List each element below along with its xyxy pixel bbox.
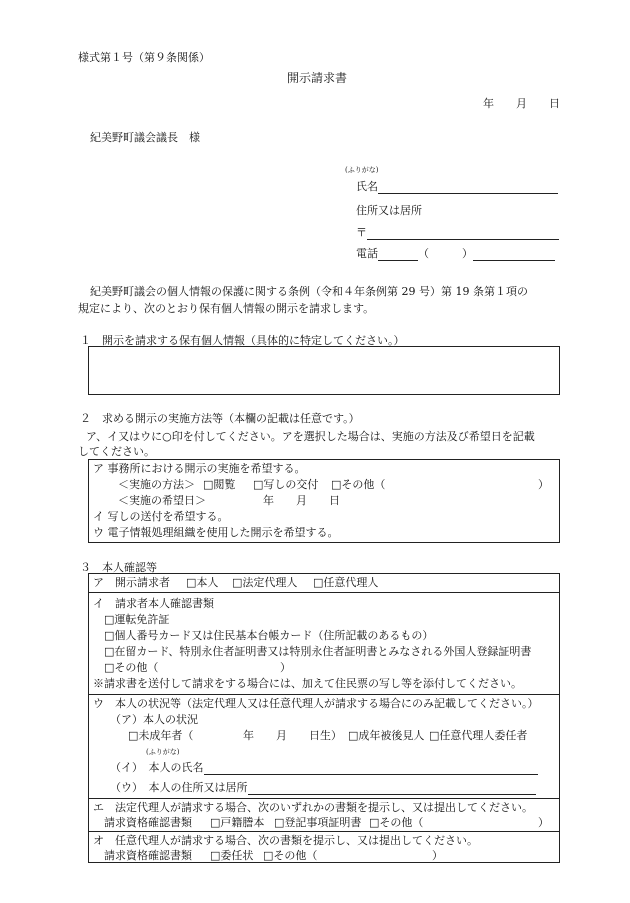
- voluntary-other-checkbox[interactable]: □その他（: [263, 849, 318, 862]
- addressee: 紀美野町議会議長 様: [90, 131, 200, 144]
- section-2-note-1: ア、イ又はウに○印を付してください。アを選択した場合は、実施の方法及び希望日を記載: [86, 430, 535, 443]
- address-label: 住所又は居所: [356, 204, 422, 217]
- phone-row[interactable]: [356, 247, 555, 261]
- minor-checkbox[interactable]: □未成年者（: [128, 729, 194, 742]
- voluntary-agent-docs-label: オ 任意代理人が請求する場合、次の書類を提示し、又は提出してください。: [93, 834, 478, 847]
- divider: [88, 592, 560, 593]
- power-of-attorney-checkbox[interactable]: □委任状: [210, 849, 254, 862]
- phone-number-field[interactable]: [473, 248, 555, 261]
- principal-checkbox[interactable]: □任意代理人委任者: [429, 729, 528, 742]
- method-other-close: ）: [538, 478, 549, 491]
- koseki-checkbox[interactable]: □戸籍謄本: [210, 816, 265, 829]
- phone-label: 電話: [356, 247, 378, 260]
- id-other-checkbox[interactable]: □その他（: [104, 661, 159, 674]
- legal-agent-checkbox[interactable]: □法定代理人: [232, 576, 298, 589]
- date-value[interactable]: 年 月 日: [263, 494, 340, 507]
- section-2-note-2: してください。: [78, 445, 155, 458]
- mail-note: ※請求書を送付して請求をする場合には、加えて住民票の写し等を添付してください。: [93, 677, 522, 690]
- residence-card-checkbox[interactable]: □在留カード、特別永住者証明書又は特別永住者証明書とみなされる外国人登録証明書: [104, 645, 532, 658]
- divider: [88, 831, 560, 832]
- principal-status-sub-a: （ア）本人の状況: [110, 713, 198, 726]
- name-label: 氏名: [356, 180, 378, 193]
- legal-other-close: ）: [538, 816, 549, 829]
- option-b-mail[interactable]: イ 写しの送付を希望する。: [93, 510, 229, 523]
- legal-agent-docs-label: エ 法定代理人が請求する場合、次のいずれかの書類を提示し、又は提出してください。: [93, 801, 533, 814]
- requester-name-row[interactable]: [356, 180, 558, 194]
- option-a-office[interactable]: ア 事務所における開示の実施を希望する。: [93, 462, 306, 475]
- birth-date[interactable]: 年 月 日生）: [243, 729, 342, 742]
- principal-status-label: ウ 本人の状況等（法定代理人又は任意代理人が請求する場合にのみ記載してください。）: [93, 697, 539, 710]
- name-field[interactable]: [378, 181, 558, 194]
- phone-paren: （ ）: [418, 247, 473, 260]
- divider: [88, 694, 560, 695]
- date-label: ＜実施の希望日＞: [118, 494, 206, 507]
- section-1-heading: １ 開示を請求する保有個人情報（具体的に特定してください。）: [80, 334, 405, 347]
- postal-mark: 〒: [356, 226, 367, 239]
- intro-line-2: 規定により、次のとおり保有個人情報の開示を請求します。: [78, 302, 375, 315]
- voluntary-other-close: ）: [432, 849, 443, 862]
- section-3-heading: ３ 本人確認等: [80, 561, 157, 574]
- principal-name-row[interactable]: [110, 761, 538, 775]
- page-title: 開示請求書: [287, 71, 348, 85]
- id-docs-label: イ 請求者本人確認書類: [93, 597, 214, 610]
- self-checkbox[interactable]: □本人: [186, 576, 219, 589]
- phone-area-field[interactable]: [378, 248, 418, 261]
- section-2-heading: ２ 求める開示の実施方法等（本欄の記載は任意です。）: [80, 412, 360, 425]
- intro-line-1: 紀美野町議会の個人情報の保護に関する条例（令和４年条例第 29 号）第 19 条第１項の: [90, 285, 528, 298]
- divider: [88, 798, 560, 799]
- principal-furigana: (ふりがな): [146, 748, 180, 756]
- principal-name-label: （イ） 本人の氏名: [110, 761, 204, 774]
- principal-address-row[interactable]: [110, 781, 536, 795]
- method-view-checkbox[interactable]: □閲覧: [203, 478, 236, 491]
- mynumber-card-checkbox[interactable]: □個人番号カード又は住民基本台帳カード（住所記載のあるもの）: [104, 629, 434, 642]
- registry-checkbox[interactable]: □登記事項証明書: [274, 816, 362, 829]
- adult-ward-checkbox[interactable]: □成年被後見人: [348, 729, 425, 742]
- principal-address-label: （ウ） 本人の住所又は居所: [110, 781, 248, 794]
- date-line: 年 月 日: [483, 97, 560, 110]
- legal-other-checkbox[interactable]: □その他（: [369, 816, 424, 829]
- form-number: 様式第１号（第９条関係）: [78, 51, 210, 64]
- principal-address-field[interactable]: [248, 782, 536, 795]
- address-field[interactable]: [367, 227, 559, 240]
- voluntary-docs-heading: 請求資格確認書類: [104, 849, 192, 862]
- postal-row[interactable]: [356, 226, 559, 240]
- method-copy-checkbox[interactable]: □写しの交付: [253, 478, 319, 491]
- id-other-close: ）: [280, 661, 291, 674]
- principal-name-field[interactable]: [204, 762, 538, 775]
- method-other-checkbox[interactable]: □その他（: [331, 478, 386, 491]
- option-c-electronic[interactable]: ウ 電子情報処理組織を使用した開示を希望する。: [93, 526, 339, 539]
- voluntary-agent-checkbox[interactable]: □任意代理人: [313, 576, 379, 589]
- personal-info-field[interactable]: [88, 346, 560, 395]
- furigana-label: (ふりがな): [345, 166, 379, 174]
- license-checkbox[interactable]: □運転免許証: [104, 613, 170, 626]
- legal-docs-heading: 請求資格確認書類: [104, 816, 192, 829]
- method-label: ＜実施の方法＞: [118, 478, 195, 491]
- requester-type-label: ア 開示請求者: [93, 576, 170, 589]
